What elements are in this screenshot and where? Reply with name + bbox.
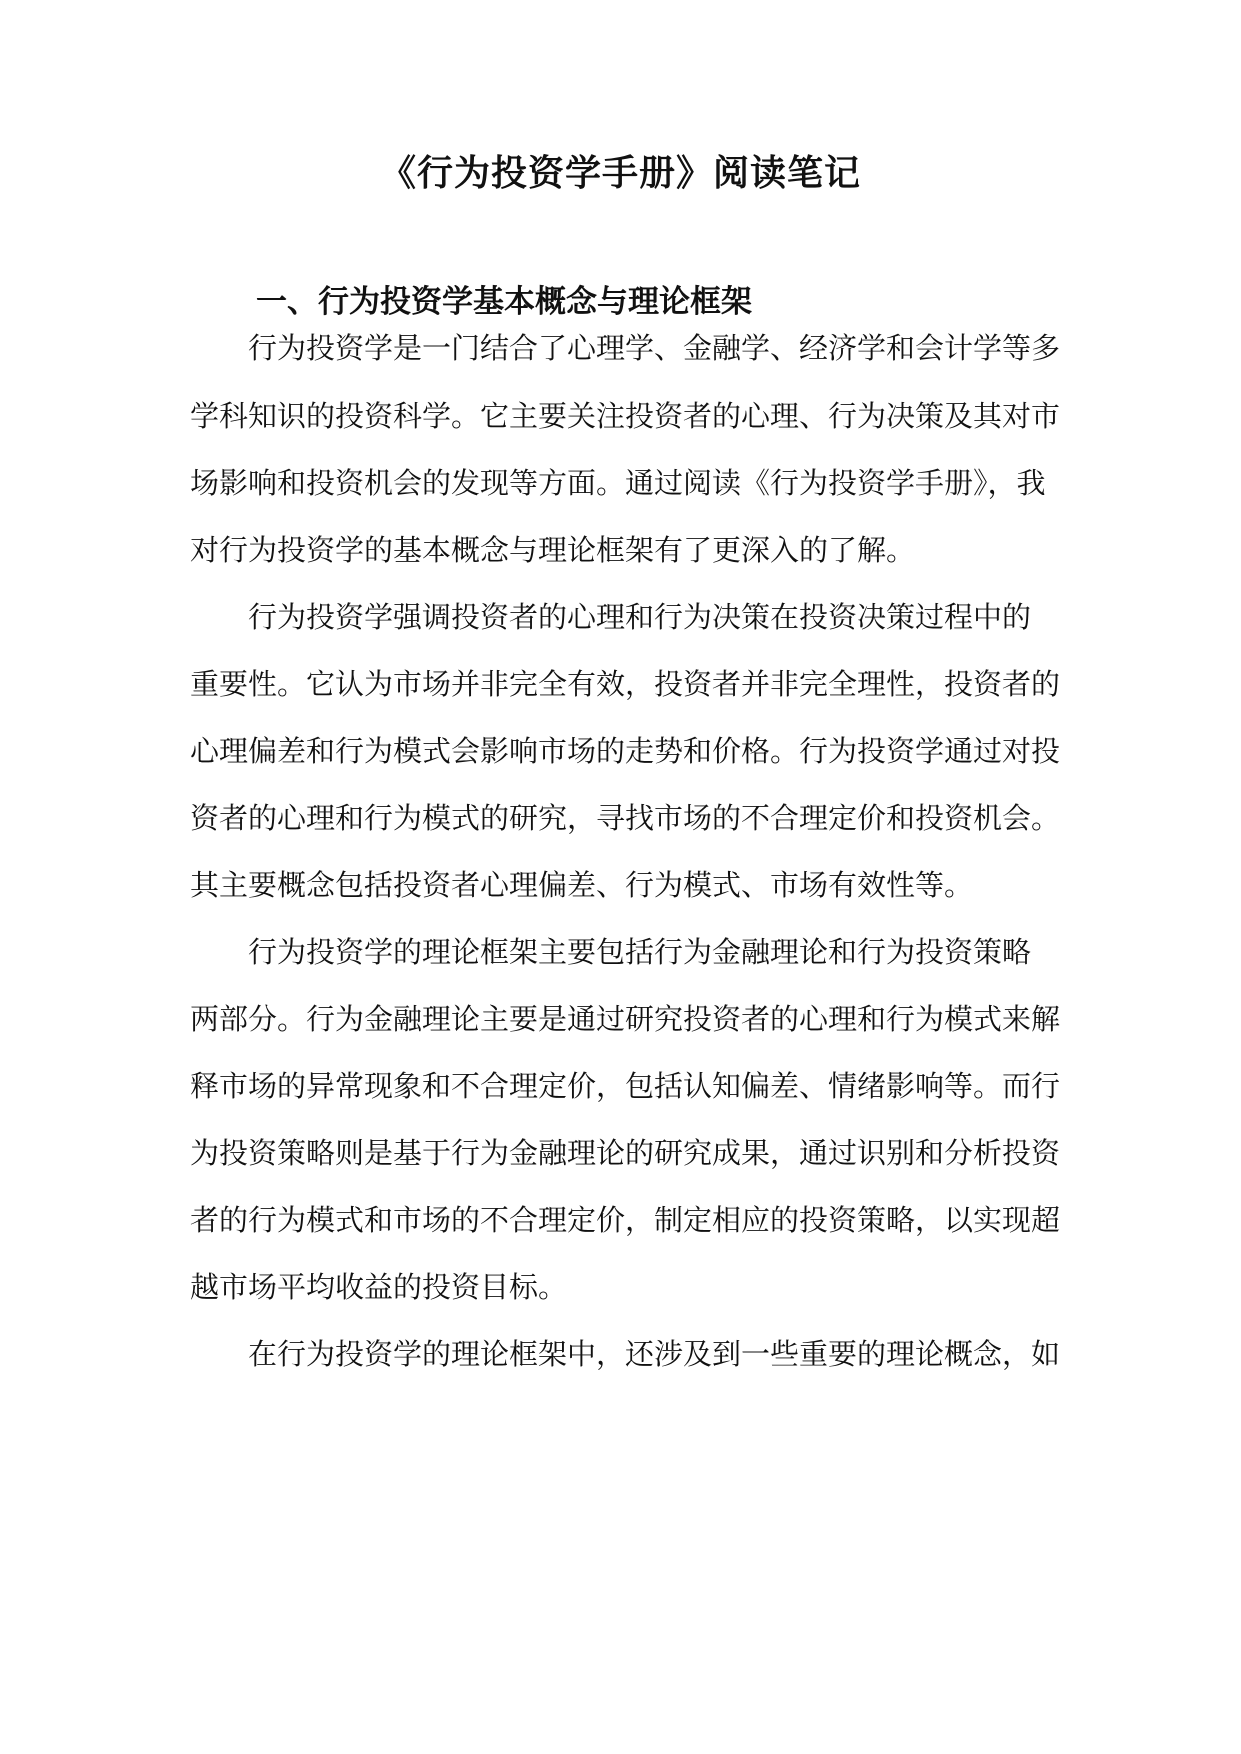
document-title: 《行为投资学手册》阅读笔记	[379, 153, 861, 194]
paragraph-line: 行为投资学的理论框架主要包括行为金融理论和行为投资策略	[248, 935, 1032, 969]
paragraph-line: 场影响和投资机会的发现等方面。通过阅读《行为投资学手册》，我	[190, 466, 1046, 500]
paragraph-line: 在行为投资学的理论框架中，还涉及到一些重要的理论概念，如	[248, 1337, 1061, 1371]
section-heading: 一、行为投资学基本概念与理论框架	[256, 284, 752, 320]
paragraph-line: 者的行为模式和市场的不合理定价，制定相应的投资策略，以实现超	[190, 1203, 1061, 1237]
paragraph-line: 对行为投资学的基本概念与理论框架有了更深入的了解。	[190, 533, 916, 567]
paragraph-line: 越市场平均收益的投资目标。	[190, 1270, 568, 1304]
paragraph-line: 行为投资学是一门结合了心理学、金融学、经济学和会计学等多	[248, 331, 1061, 365]
paragraph-line: 释市场的异常现象和不合理定价，包括认知偏差、情绪影响等。而行	[190, 1069, 1061, 1103]
paragraph-line: 资者的心理和行为模式的研究，寻找市场的不合理定价和投资机会。	[190, 801, 1061, 835]
paragraph-line: 为投资策略则是基于行为金融理论的研究成果，通过识别和分析投资	[190, 1136, 1061, 1170]
paragraph-line: 重要性。它认为市场并非完全有效，投资者并非完全理性，投资者的	[190, 667, 1061, 701]
paragraph-line: 其主要概念包括投资者心理偏差、行为模式、市场有效性等。	[190, 868, 974, 902]
paragraph-line: 心理偏差和行为模式会影响市场的走势和价格。行为投资学通过对投	[190, 734, 1061, 768]
paragraph-line: 两部分。行为金融理论主要是通过研究投资者的心理和行为模式来解	[190, 1002, 1061, 1036]
paragraph-line: 行为投资学强调投资者的心理和行为决策在投资决策过程中的	[248, 600, 1032, 634]
paragraph-line: 学科知识的投资科学。它主要关注投资者的心理、行为决策及其对市	[190, 399, 1061, 433]
